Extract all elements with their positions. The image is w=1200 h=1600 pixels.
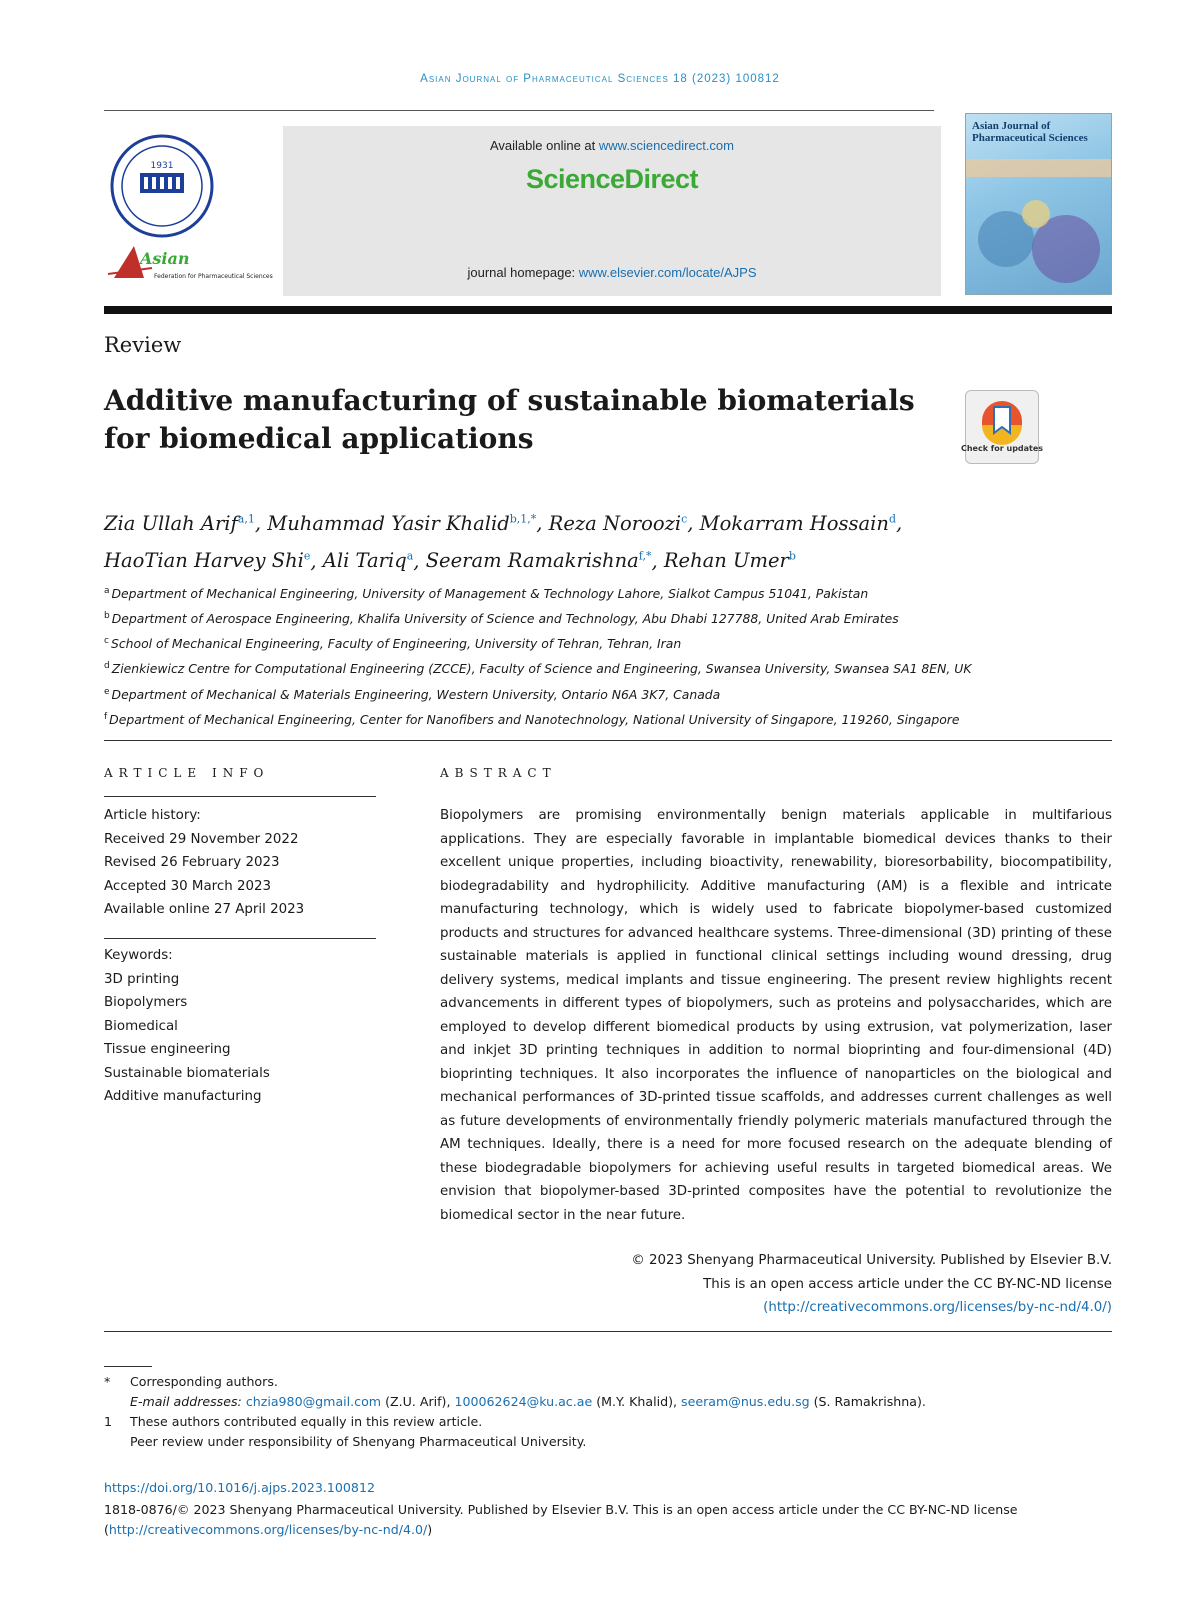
- available-online: [283, 138, 941, 153]
- author[interactable]: Zia Ullah Arif$^{a,1}$: [104, 511, 255, 535]
- keyword: 3D printing: [104, 971, 180, 987]
- journal-citation-line: Asian Journal of Pharmaceutical Sciences 18 (2023) 100812: [420, 73, 780, 85]
- title-line-1: Additive manufacturing of sustainable biomaterials: [104, 384, 915, 417]
- author-list: Zia Ullah Arif$^{a,1}$, Muhammad Yasir Khalid$^{b,1,*}$, Reza Noroozi$^c$, Mokarram Hossain$^d$, HaoTian Harvey Shi$^e$, Ali Tariq$^a$, Seeram Ramakrishna$^{f,*}$, Rehan Umer$^b$: [104, 511, 903, 572]
- article-title: [104, 382, 954, 458]
- affiliation: $^f$ Department of Mechanical Engineering, Center for Nanofibers and Nanotechnology, National University of Singapore, 119260, Singapore: [104, 711, 960, 727]
- cover-artwork-icon: [966, 154, 1111, 294]
- article-info-rule: [104, 796, 376, 797]
- revised-date: Revised 26 February 2023: [104, 855, 280, 870]
- abstract-text: Biopolymers are promising environmentally benign materials applicable in multifarious applications. They are especially favorable in implantable biomedical devices thanks to their excellent unique properties, including bioactivity, renewability, bioresorbability, biocompatibility, biodegradability and hydrophilicity. Additive manufacturing (AM) is a flexible and intricate manufacturing technology, which is widely used to fabricate biopolymer-based customized products and structures for advanced healthcare systems. Three-dimensional (3D) printing of these sustainable materials is applied in functional clinical settings including wound dressing, drug delivery systems, medical implants and tissue engineering. The present review highlights recent advancements in different types of biopolymers, such as proteins and polysaccharides, which are employed to develop different biomedical products by using extrusion, vat polymerization, laser and inkjet 3D printing techniques in addition to normal bioprinting and four-dimensional (4D) bioprinting techniques. It also incorporates the influence of nanoparticles on the biological and mechanical performances of 3D-printed tissue scaffolds, and addresses current challenges as well as future developments of environmentally friendly polymeric materials manufactured through the AM techniques. Ideally, there is a need for more focused research on the adequate blending of these biodegradable biopolymers for achieving useful results in targeted biomedical areas. We envision that biopolymer-based 3D-printed composites have the potential to revolutionize the biomedical sector in the near future.: [440, 808, 1112, 1223]
- keyword: Sustainable biomaterials: [104, 1065, 270, 1081]
- keywords-block: [104, 944, 376, 1109]
- history-label: Article history:: [104, 808, 201, 823]
- affiliation: $^e$ Department of Mechanical & Materials Engineering, Western University, Ontario N6A 3K7, Canada: [104, 686, 721, 702]
- abstract-heading: ABSTRACT: [440, 766, 557, 780]
- article-history: [104, 804, 376, 922]
- title-line-2: for biomedical applications: [104, 422, 534, 455]
- affiliation-list: [104, 580, 1112, 731]
- footnote-corresponding: * Corresponding authors.: [104, 1374, 278, 1389]
- cover-title: Asian Journal of Pharmaceutical Sciences: [972, 120, 1088, 144]
- author[interactable]: HaoTian Harvey Shi$^e$: [104, 549, 311, 572]
- check-for-updates-button[interactable]: [960, 390, 1044, 464]
- header-rule: [104, 110, 934, 111]
- abstract-copyright-block: [440, 1249, 1112, 1320]
- footnotes: [104, 1372, 1112, 1452]
- author[interactable]: Seeram Ramakrishna$^{f,*}$: [425, 549, 652, 572]
- author[interactable]: Rehan Umer$^b$: [663, 549, 796, 572]
- abstract-copyright: © 2023 Shenyang Pharmaceutical University. Published by Elsevier B.V.: [631, 1253, 1112, 1268]
- doi-link[interactable]: https://doi.org/10.1016/j.ajps.2023.100812: [104, 1480, 375, 1495]
- keywords-label: Keywords:: [104, 948, 173, 963]
- sciencedirect-link[interactable]: www.sciencedirect.com: [598, 138, 734, 153]
- author[interactable]: Mokarram Hossain$^d$: [699, 511, 897, 535]
- sciencedirect-logo: ScienceDirect: [525, 164, 699, 194]
- email-link[interactable]: chzia980@gmail.com: [245, 1394, 382, 1409]
- journal-homepage-link[interactable]: www.elsevier.com/locate/AJPS: [578, 265, 757, 280]
- received-date: Received 29 November 2022: [104, 831, 299, 847]
- issn-license-link[interactable]: http://creativecommons.org/licenses/by-nc-nd/4.0/: [108, 1522, 428, 1537]
- author[interactable]: Muhammad Yasir Khalid$^{b,1,*}$: [267, 511, 537, 535]
- check-updates-label: Check for updates: [960, 444, 1044, 453]
- email-link[interactable]: seeram@nus.edu.sg: [681, 1394, 810, 1409]
- asian-logo-word: Asian: [140, 249, 190, 268]
- abstract-license-line: This is an open access article under the CC BY-NC-ND license: [703, 1276, 1112, 1292]
- footnote-peer-review: Peer review under responsibility of Shenyang Pharmaceutical University.: [130, 1434, 587, 1449]
- university-seal-icon: [104, 128, 273, 293]
- homepage-prefix: journal homepage:: [467, 265, 579, 280]
- author[interactable]: Reza Noroozi$^c$: [548, 511, 688, 535]
- journal-homepage: [283, 265, 941, 280]
- footnote-equal: 1 These authors contributed equally in this review article.: [104, 1414, 483, 1429]
- affiliation-rule: [104, 740, 1112, 741]
- affiliation: $^c$ School of Mechanical Engineering, Faculty of Engineering, University of Tehran, Tehran, Iran: [104, 636, 682, 652]
- affiliation: $^d$ Zienkiewicz Centre for Computational Engineering (ZCCE), Faculty of Science and Engineering, Swansea University, Swansea SA1 8EN, UK: [104, 661, 972, 677]
- accepted-date: Accepted 30 March 2023: [104, 878, 272, 894]
- abstract-license-link[interactable]: (http://creativecommons.org/licenses/by-nc-nd/4.0/): [763, 1300, 1112, 1315]
- available-prefix: Available online at: [489, 138, 599, 153]
- abstract-end-rule: [104, 1331, 1112, 1332]
- header-thick-rule: [104, 306, 1112, 314]
- keyword: Additive manufacturing: [104, 1089, 262, 1104]
- crossmark-icon: [960, 391, 1044, 463]
- asian-logo-sub: Federation for Pharmaceutical Sciences: [154, 273, 273, 280]
- available-date: Available online 27 April 2023: [104, 902, 305, 917]
- author[interactable]: Ali Tariq$^a$: [322, 549, 414, 572]
- issn-license: 1818-0876/© 2023 Shenyang Pharmaceutical University. Published by Elsevier B.V. This is an open access article under the CC BY-NC-ND license (http://creativecommons.org/licenses/by-nc-nd/4.0/): [104, 1502, 1018, 1537]
- affiliation: $^b$ Department of Aerospace Engineering, Khalifa University of Science and Technology, Abu Dhabi 127788, United Arab Emirates: [104, 611, 899, 627]
- keywords-rule: [104, 938, 376, 939]
- keyword: Tissue engineering: [104, 1042, 231, 1057]
- keyword: Biomedical: [104, 1018, 178, 1034]
- university-logo-block: [104, 128, 273, 293]
- seal-year: 1931: [150, 161, 174, 171]
- article-info-heading: ARTICLE INFO: [104, 766, 270, 780]
- affiliation: $^a$ Department of Mechanical Engineering, University of Management & Technology Lahore, Sialkot Campus 51041, Pakistan: [104, 586, 869, 602]
- footnote-rule: [104, 1366, 152, 1367]
- article-type: Review: [104, 333, 182, 357]
- doi: [104, 1480, 375, 1495]
- email-link[interactable]: 100062624@ku.ac.ae: [454, 1394, 593, 1409]
- journal-cover-image: [965, 113, 1112, 295]
- footnote-emails: E-mail addresses: chzia980@gmail.com (Z.U. Arif), 100062624@ku.ac.ae (M.Y. Khalid), seeram@nus.edu.sg (S. Ramakrishna).: [130, 1394, 926, 1409]
- keyword: Biopolymers: [104, 995, 188, 1010]
